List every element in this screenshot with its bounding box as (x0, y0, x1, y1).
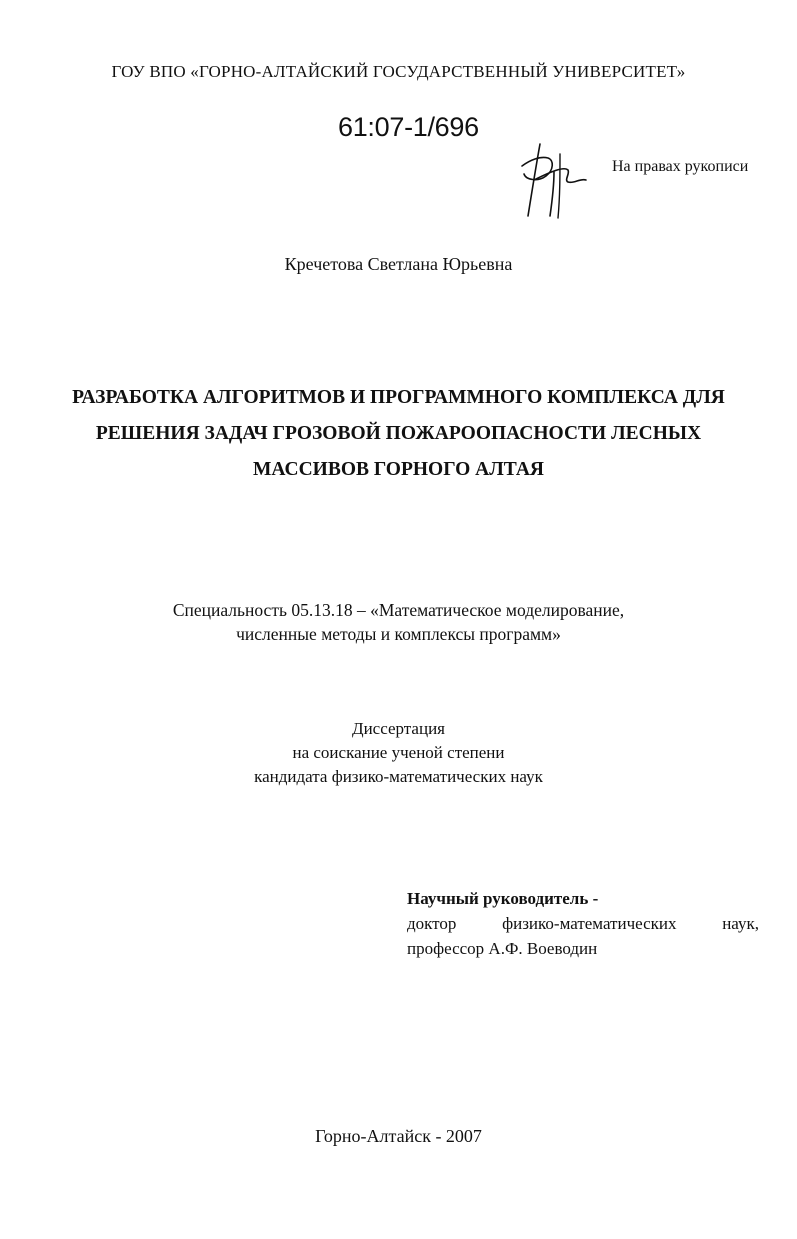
supervisor-name: профессор А.Ф. Воеводин (407, 939, 598, 958)
supervisor-degree-word: наук, (722, 914, 759, 933)
title-line: РАЗРАБОТКА АЛГОРИТМОВ И ПРОГРАММНОГО КОМПЛЕКСА ДЛЯ (72, 387, 725, 408)
author-name: Кречетова Светлана Юрьевна (284, 254, 513, 274)
manuscript-rights-note: На правах рукописи (612, 158, 749, 175)
title-line: РЕШЕНИЯ ЗАДАЧ ГРОЗОВОЙ ПОЖАРООПАСНОСТИ ЛЕСНЫХ (95, 423, 702, 444)
supervisor-degree (407, 911, 759, 936)
supervisor-degree-word: доктор (407, 914, 457, 933)
dissertation-title (40, 380, 757, 488)
supervisor-block (407, 886, 759, 961)
degree-block (0, 717, 797, 789)
city-year: Горно-Алтайск - 2007 (315, 1126, 482, 1146)
library-code: 61:07-1/696 (338, 112, 479, 142)
signature-image (510, 136, 600, 226)
supervisor-degree-word: физико-математических (502, 914, 677, 933)
degree-line: на соискание ученой степени (292, 743, 505, 762)
supervisor-heading: Научный руководитель - (407, 889, 599, 908)
university-name: ГОУ ВПО «ГОРНО-АЛТАЙСКИЙ ГОСУДАРСТВЕННЫЙ УНИВЕРСИТЕТ» (111, 62, 686, 81)
title-line: МАССИВОВ ГОРНОГО АЛТАЯ (252, 459, 544, 480)
specialty-block (0, 598, 797, 646)
degree-line: кандидата физико-математических наук (254, 767, 543, 786)
degree-line: Диссертация (351, 719, 445, 738)
specialty-line: Специальность 05.13.18 – «Математическое моделирование, (172, 600, 625, 620)
specialty-line: численные методы и комплексы программ» (236, 624, 561, 644)
